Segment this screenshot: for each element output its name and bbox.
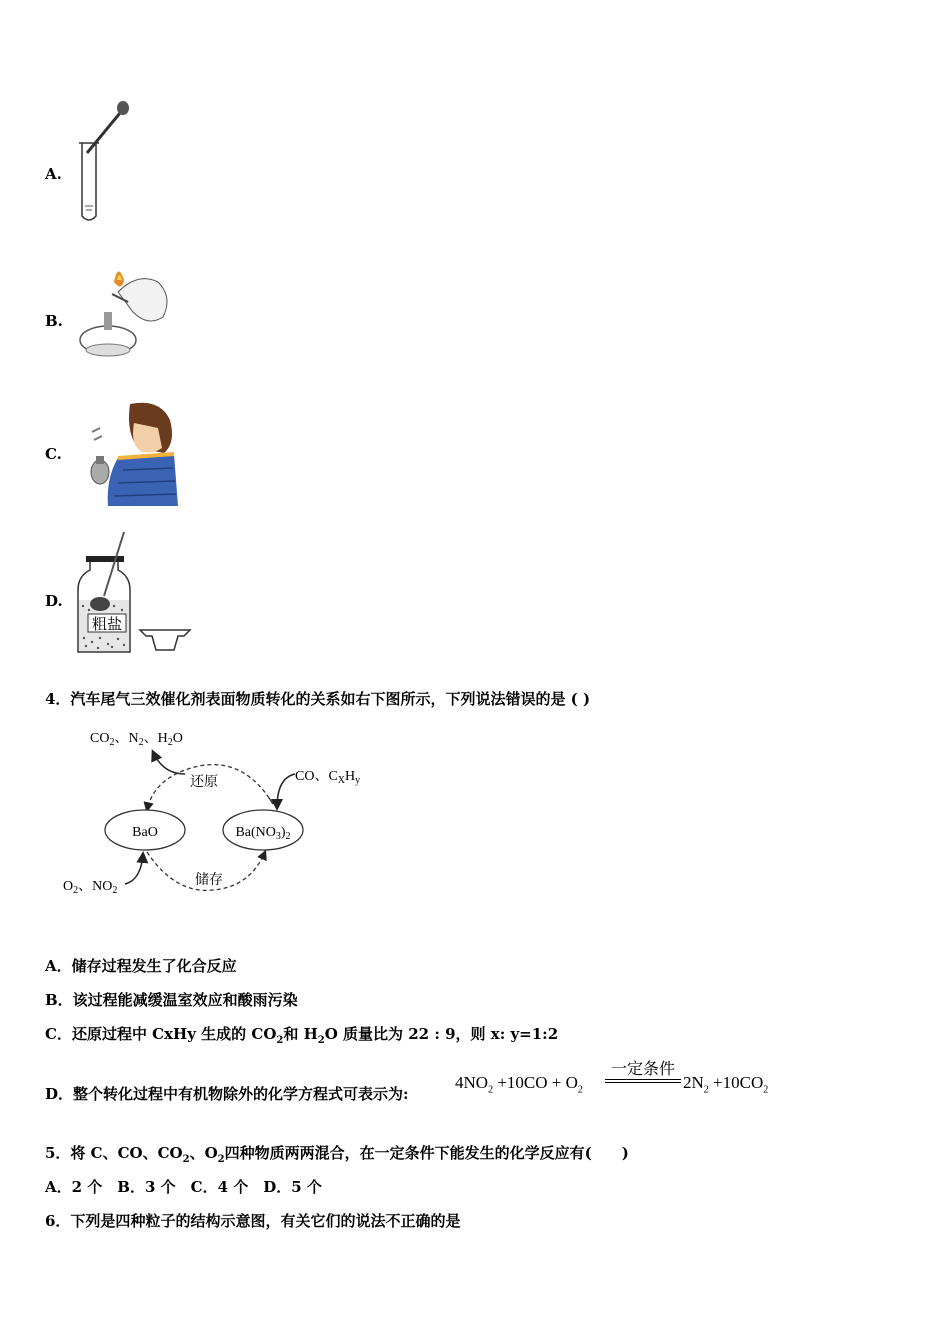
boy-smelling-bottle-image	[78, 398, 182, 508]
chemical-equation: $4NO_2 +10CO + O_2$	[455, 1073, 583, 1096]
q4-stem: 4．汽车尾气三效催化剂表面物质转化的关系如右下图所示，下列说法错误的是 ( )	[45, 690, 591, 708]
q4-option-c[interactable]: C．还原过程中 CxHy 生成的 $CO_2$和 $H_2O$ 质量比为 22 : 9，则 x: y=1:2	[45, 1025, 559, 1046]
catalyst-cycle-diagram	[55, 722, 385, 900]
q6-stem: 6．下列是四种粒子的结构示意图，有关它们的说法不正确的是	[45, 1212, 461, 1230]
q4-option-b[interactable]: B．该过程能减缓温室效应和酸雨污染	[45, 991, 298, 1009]
q5-stem: 5．将 C、CO、$CO_2$、$O_2$四种物质两两混合，在一定条件下能发生的化学反应有( )	[45, 1144, 629, 1165]
salt-jar-spoon-image	[74, 526, 192, 658]
right-input-label: CO、$C_XH_y$	[295, 769, 361, 786]
alcohol-lamp-image	[78, 262, 173, 364]
chemical-equation-products: $2N_2 +10CO_2$	[683, 1073, 769, 1096]
option-c-label: C.	[45, 445, 62, 463]
q4-option-a[interactable]: A．储存过程发生了化合反应	[45, 957, 237, 975]
test-tube-dropper-image	[70, 98, 140, 226]
jar-label: 粗盐	[92, 615, 123, 633]
reaction-condition: 一定条件	[610, 1059, 675, 1078]
top-products-label: $CO_2$、$N_2$、$H_2O$	[90, 731, 183, 748]
option-a-label: A.	[45, 165, 62, 183]
q5-options[interactable]: A．2 个 B．3 个 C．4 个 D．5 个	[45, 1178, 322, 1196]
option-d-label: D.	[45, 592, 63, 610]
reduce-label: 还原	[190, 775, 218, 790]
equals-sign	[605, 1079, 681, 1083]
bao-node: BaO	[132, 825, 158, 840]
q4-option-d[interactable]: D．整个转化过程中有机物除外的化学方程式可表示为:	[45, 1085, 409, 1103]
ba-nitrate-node: $Ba(NO_3)_2$	[235, 825, 291, 842]
option-b-label: B.	[45, 312, 63, 330]
bottom-input-label: $O_2$、$NO_2$	[63, 879, 118, 896]
store-label: 储存	[195, 873, 223, 888]
